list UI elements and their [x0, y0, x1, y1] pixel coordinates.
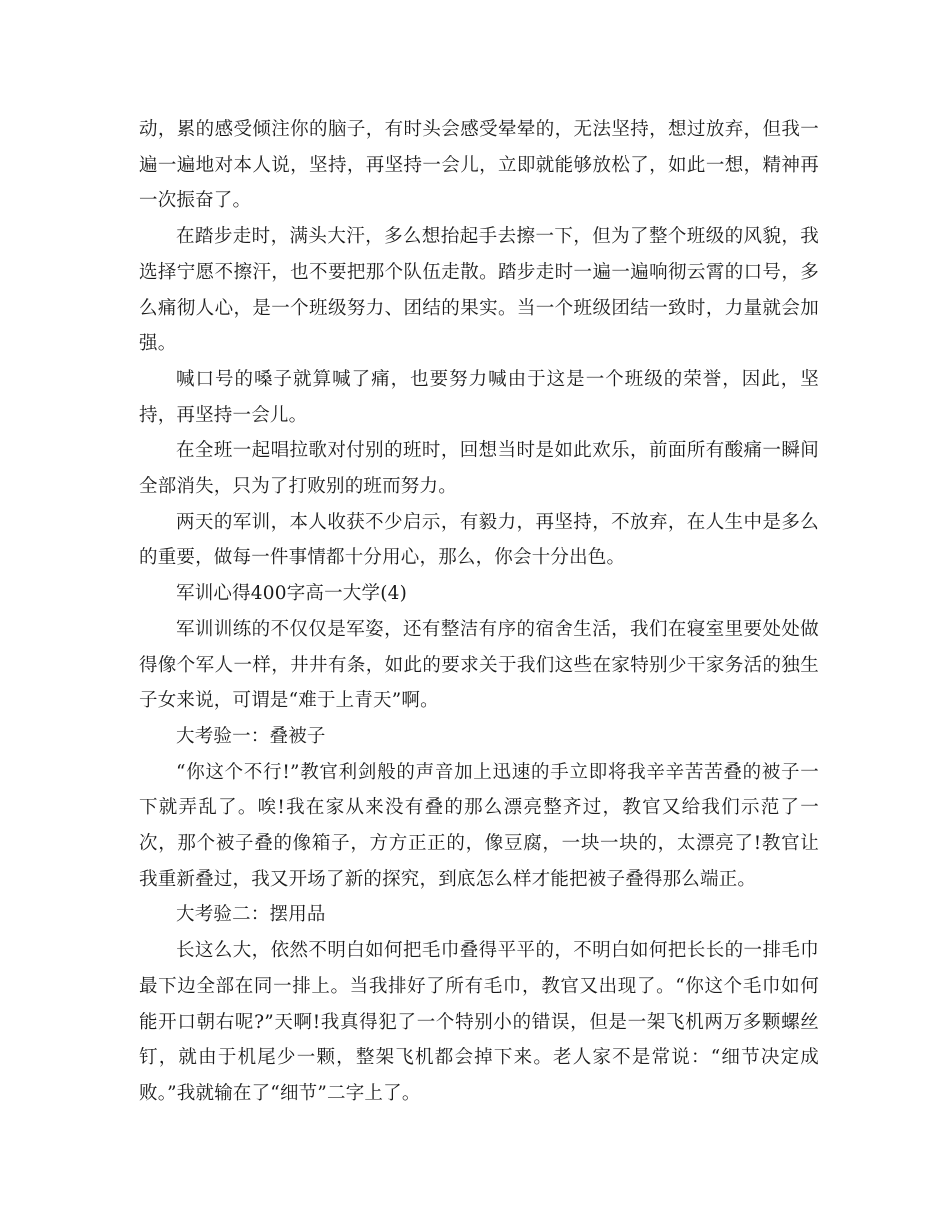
paragraph-1: 动，累的感受倾注你的脑子，有时头会感受晕晕的，无法坚持，想过放弃，但我一遍一遍地对本人说，坚持，再坚持一会儿，立即就能够放松了，如此一想，精神再一次振奋了。: [139, 119, 819, 212]
document-page: [139, 112, 819, 1112]
paragraph-5: 两天的军训，本人收获不少启示，有毅力，再坚持，不放弃，在人生中是多么的重要，做每一件事情都十分用心，那么，你会十分出色。: [139, 511, 819, 569]
paragraph-3: 喊口号的嗓子就算喊了痛，也要努力喊由于这是一个班级的荣誉，因此，坚持，再坚持一会儿。: [139, 368, 819, 426]
paragraph-4: 在全班一起唱拉歌对付别的班时，回想当时是如此欢乐，前面所有酸痛一瞬间全部消失，只为了打败别的班而努力。: [139, 440, 819, 498]
paragraph-11: 长这么大，依然不明白如何把毛巾叠得平平的，不明白如何把长长的一排毛巾最下边全部在同一排上。当我排好了所有毛巾，教官又出现了。“你这个毛巾如何能开口朝右呢?”天啊!我真得犯了一个特别小的错误，但是一架飞机两万多颗螺丝钉，就由于机尾少一颗，整架飞机都会掉下来。老人家不是常说：“细节决定成败。”我就输在了“细节”二字上了。: [139, 940, 819, 1104]
subheading-test-1: 大考验一：叠被子: [176, 725, 326, 747]
paragraph-9: “你这个不行!”教官利剑般的声音加上迅速的手立即将我辛辛苦苦叠的被子一下就弄乱了。唉!我在家从来没有叠的那么漂亮整齐过，教官又给我们示范了一次，那个被子叠的像箱子，方方正正的，像豆腐，一块一块的，太漂亮了!教官让我重新叠过，我又开场了新的探究，到底怎么样才能把被子叠得那么端正。: [139, 761, 819, 890]
section-heading-4: 军训心得400字高一大学(4): [176, 583, 408, 605]
subheading-test-2: 大考验二：摆用品: [176, 904, 326, 926]
paragraph-2: 在踏步走时，满头大汗，多么想抬起手去擦一下，但为了整个班级的风貌，我选择宁愿不擦汗，也不要把那个队伍走散。踏步走时一遍一遍响彻云霄的口号，多么痛彻人心，是一个班级努力、团结的果实。当一个班级团结一致时，力量就会加强。: [139, 226, 819, 355]
paragraph-7: 军训训练的不仅仅是军姿，还有整洁有序的宿舍生活，我们在寝室里要处处做得像个军人一样，井井有条，如此的要求关于我们这些在家特别少干家务活的独生子女来说，可谓是“难于上青天”啊。: [139, 618, 819, 712]
